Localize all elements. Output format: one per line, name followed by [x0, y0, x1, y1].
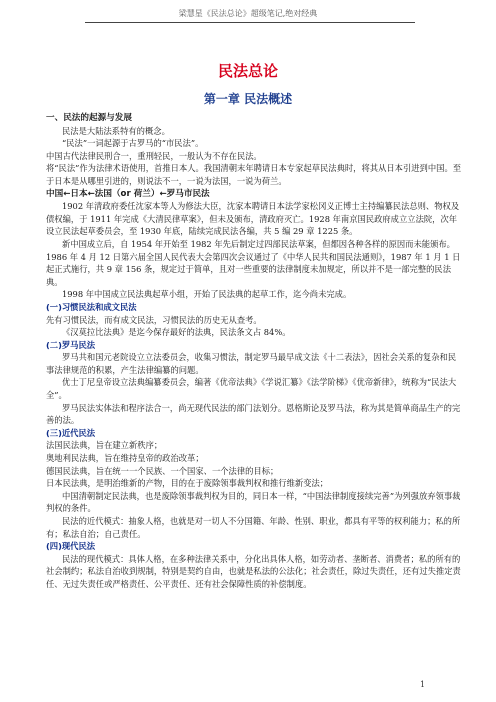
- paragraph: 优士丁尼皇帝设立法典编纂委员会，编著《优帝法典》《学说汇纂》《法学阶梯》《优帝新律》，统称为“民法大全”。: [46, 377, 457, 401]
- paragraph: 奥地利民法典，旨在维持皇帝的政治改革；: [46, 453, 204, 464]
- paragraph: 将“民法”作为法律术语使用，首推日本人。我国清朝末年聘请日本专家起草民法典时，将其从日本引进到中国。至于日本是从哪里引进的，则说法不一，一说为法国，一说为荷兰。: [46, 163, 462, 186]
- paragraph: 德国民法典，旨在统一一个民族、一个国家、一个法律的目标；: [46, 465, 279, 476]
- page-number: 1: [420, 680, 426, 689]
- paragraph: 中国清朝制定民法典，也是废除领事裁判权为目的，同日本一样，“中国法律制度接续完善”为列强放弃领事裁判权的条件。: [46, 490, 461, 514]
- paragraph: 《汉莫拉比法典》是迄今保存最好的法典，民法条文占 84%。: [62, 327, 291, 338]
- paragraph: 先有习惯民法，而有成文民法，习惯民法的历史无从查考。: [46, 314, 262, 325]
- paragraph: 民法的现代模式：具体人格，在多种法律关系中，分化出具体人格，如劳动者、垄断者、消费者；私的所有的社会制约；私法自治收到规制，特别是契约自由，也就是私法的公法化；社会责任，除过失责任，还有过失推定责任、无过失责任或严格责任、公平责任、还有社会保障性质的补偿制度。: [46, 553, 461, 589]
- paragraph: 罗马民法实体法和程序法合一，尚无现代民法的部门法划分。恩格斯论及罗马法，称为其是简单商品生产的完善的法。: [46, 402, 461, 426]
- document-body: [46, 112, 462, 591]
- subsection-heading: (三)近代民法: [46, 427, 96, 438]
- chapter-heading: 第一章 民法概述: [203, 92, 293, 106]
- header-rule: [85, 22, 415, 23]
- paragraph: “民法”一词起源于古罗马的“市民法”。: [62, 138, 204, 149]
- document-title: 民法总论: [217, 62, 278, 80]
- paragraph: 1998 年中国成立民法典起草小组，开始了民法典的起草工作，迄今尚未完成。: [62, 289, 352, 300]
- paragraph: 民法是大陆法系特有的概念。: [62, 125, 170, 136]
- paragraph: 法国民法典，旨在建立新秩序；: [46, 440, 163, 451]
- subsection-heading: (四)现代民法: [46, 541, 96, 552]
- subsection-heading: (二)罗马民法: [46, 339, 96, 350]
- paragraph: 1902 年清政府委任沈家本等人为修法大臣，沈家本聘请日本法学家松冈义正博士主持编纂民法总则、物权及债权编，于 1911 年完成《大清民律草案》，但未及颁布，清政府灭亡。1928 年南京国民政府成立立法院，次年设立民法起草委员会，至 1930 年底，陆续完成民法各编，共 5 编 29 章 1225 条。: [46, 201, 460, 237]
- lineage-heading: 中国←日本←法国（or 荷兰）←罗马市民法: [46, 188, 210, 199]
- paragraph: 新中国成立后，自 1954 年开始至 1982 年先后制定过四部民法草案，但都因各种各样的原因而未能颁布。1986 年 4 月 12 日第六届全国人民代表大会第四次会议通过了《中华人民共和国民法通则》，1987 年 1 月 1 日起正式施行，共 9 章 156 条，规定过于简单，且对一些重要的法律制度未加规定，所以并不是一部完整的民法典。: [46, 238, 461, 287]
- running-header: 梁慧星《民法总论》超级笔记,绝对经典: [178, 9, 318, 18]
- paragraph: 罗马共和国元老院设立立法委员会，收集习惯法，制定罗马最早成文法《十二表法》，因社会关系的复杂和民事法律规范的积累，产生法律编纂的问题。: [46, 352, 457, 375]
- subsection-heading: (一)习惯民法和成文民法: [46, 301, 137, 312]
- paragraph: 日本民法典，是明治维新的产物，目的在于废除领事裁判权和推行维新变法；: [46, 478, 329, 489]
- paragraph: 中国古代法律民刑合一，重刑轻民，一般认为不存在民法。: [46, 150, 262, 161]
- section-heading: 一、民法的起源与发展: [46, 113, 132, 123]
- paragraph: 民法的近代模式：抽象人格，也就是对一切人不分国籍、年龄、性别、职业，都具有平等的权利能力；私的所有；私法自治；自己责任。: [46, 516, 461, 539]
